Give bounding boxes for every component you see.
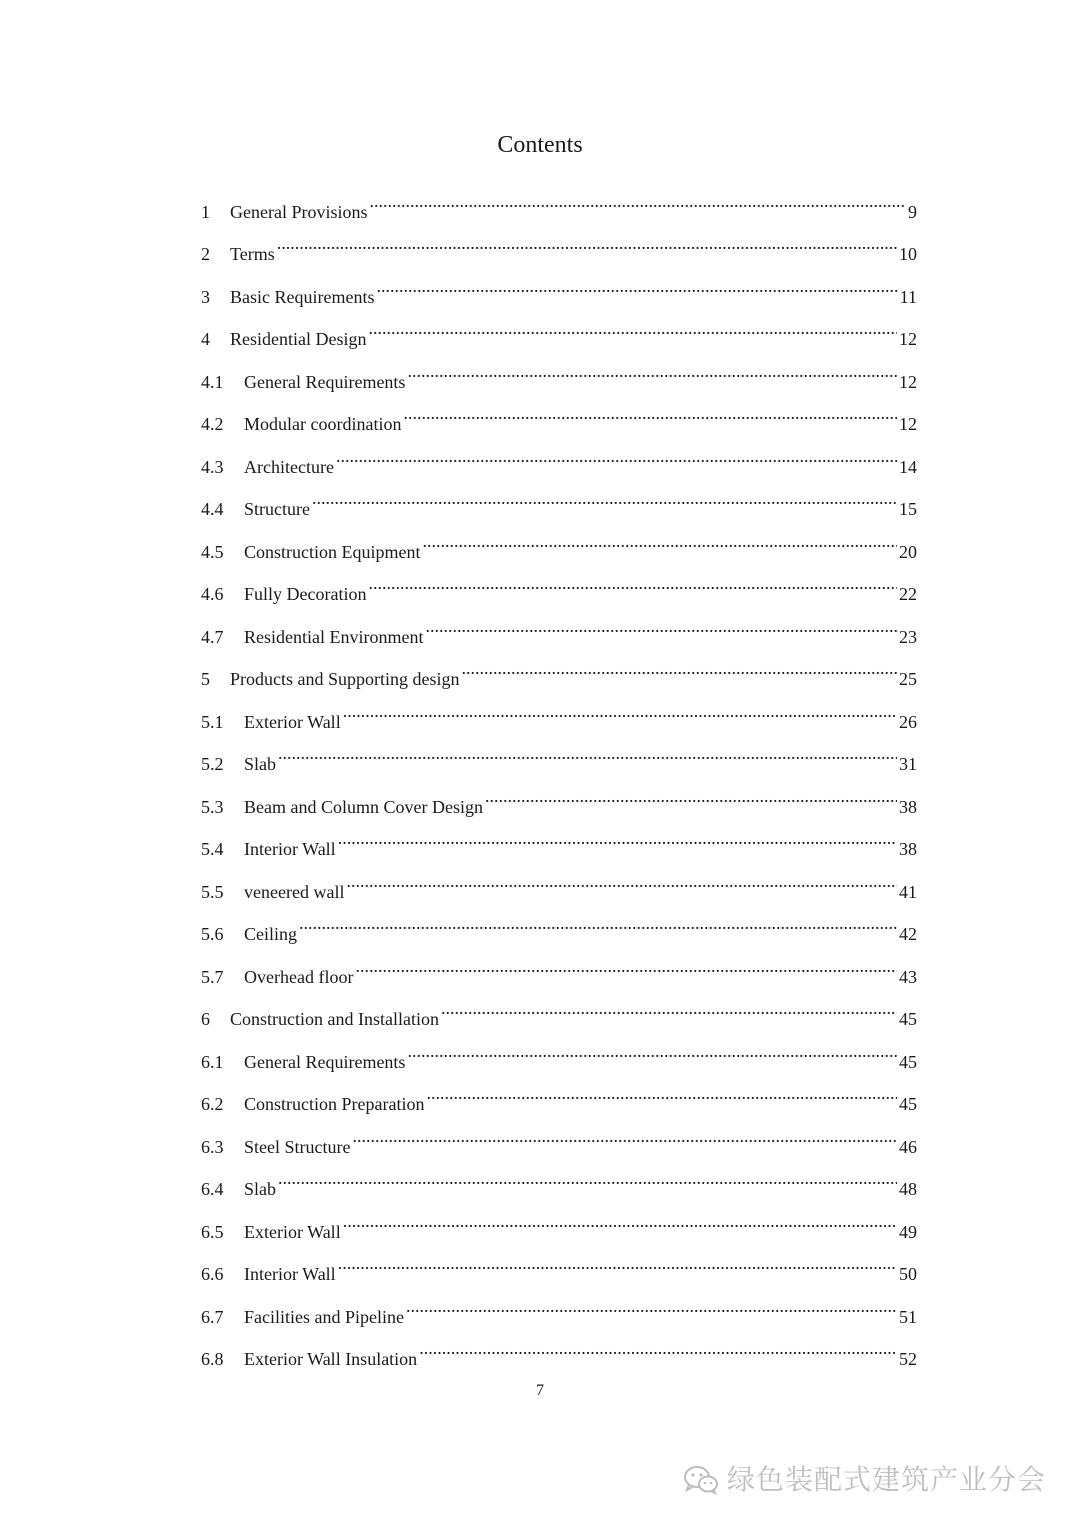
- toc-dot-leader: [338, 1238, 897, 1281]
- toc-dot-leader: [485, 770, 897, 813]
- toc-entry-title: Modular coordination: [244, 414, 402, 434]
- toc-entry-page: 38: [899, 796, 917, 817]
- toc-entry-title: Architecture: [244, 456, 334, 477]
- toc-entry-title: Overhead floor: [244, 966, 354, 987]
- toc-entry-title: veneered wall: [244, 881, 345, 902]
- toc-entry-title: Exterior Wall: [244, 711, 341, 732]
- toc-entry-page: 51: [899, 1306, 917, 1327]
- toc-entry[interactable]: [201, 218, 917, 264]
- toc-entry-page: 48: [899, 1179, 917, 1199]
- toc-dot-leader: [312, 473, 897, 516]
- toc-dot-leader: [462, 643, 898, 686]
- toc-entry-number: 6.1: [201, 1051, 224, 1072]
- toc-entry[interactable]: [201, 770, 917, 817]
- toc-entry-number: 6.8: [201, 1349, 224, 1369]
- toc-entry-number: 1: [201, 201, 210, 222]
- toc-entry-title: Fully Decoration: [244, 584, 367, 604]
- toc-dot-leader: [369, 175, 906, 218]
- toc-entry-title: Residential Design: [230, 329, 367, 349]
- toc-entry-number: 4.1: [201, 371, 224, 392]
- toc-entry-number: 6.4: [201, 1179, 224, 1199]
- toc-entry-title: General Provisions: [230, 201, 368, 222]
- toc-dot-leader: [441, 983, 897, 1026]
- toc-entry-page: 45: [899, 1009, 917, 1029]
- toc-entry[interactable]: [201, 175, 917, 222]
- toc-entry[interactable]: [201, 940, 917, 987]
- toc-dot-leader: [352, 1110, 897, 1153]
- toc-entry-title: General Requirements: [244, 371, 406, 392]
- toc-entry-page: 31: [899, 754, 917, 774]
- toc-entry-number: 5.7: [201, 966, 224, 987]
- toc-entry-page: 52: [899, 1349, 917, 1369]
- toc-entry-number: 4.5: [201, 541, 224, 562]
- toc-entry-title: Slab: [244, 1179, 277, 1199]
- toc-entry[interactable]: [201, 1195, 917, 1242]
- toc-entry-title: Construction and Installation: [230, 1009, 439, 1029]
- toc-entry-number: 6.5: [201, 1221, 224, 1242]
- toc-entry-number: 4.3: [201, 456, 224, 477]
- toc-entry-title: Ceiling: [244, 924, 297, 944]
- toc-entry-page: 12: [899, 371, 917, 392]
- toc-entry-number: 2: [201, 244, 210, 264]
- toc-entry[interactable]: [201, 1153, 917, 1199]
- toc-entry[interactable]: [201, 898, 917, 944]
- toc-entry[interactable]: [201, 728, 917, 774]
- toc-entry-title: Exterior Wall Insulation: [244, 1349, 418, 1369]
- toc-entry-number: 5.5: [201, 881, 224, 902]
- toc-entry-number: 6.7: [201, 1306, 224, 1327]
- toc-dot-leader: [346, 855, 897, 898]
- toc-entry-number: 6: [201, 1009, 210, 1029]
- toc-entry-number: 5.4: [201, 839, 224, 859]
- toc-entry-page: 49: [899, 1221, 917, 1242]
- toc-entry-page: 14: [899, 456, 917, 477]
- toc-entry-title: Construction Equipment: [244, 541, 421, 562]
- toc-entry-title: General Requirements: [244, 1051, 406, 1072]
- toc-entry-number: 3: [201, 286, 210, 307]
- toc-dot-leader: [277, 218, 897, 261]
- toc-entry-number: 5: [201, 669, 210, 689]
- toc-entry-number: 5.6: [201, 924, 224, 944]
- toc-dot-leader: [403, 388, 897, 431]
- toc-dot-leader: [368, 303, 897, 346]
- toc-entry-page: 25: [899, 669, 917, 689]
- toc-entry-title: Interior Wall: [244, 1264, 336, 1284]
- toc-entry-page: 45: [899, 1094, 917, 1114]
- toc-entry-number: 6.6: [201, 1264, 224, 1284]
- wechat-icon: [683, 1465, 719, 1495]
- page-title: Contents: [497, 132, 583, 158]
- toc-entry-title: Residential Environment: [244, 626, 424, 647]
- toc-dot-leader: [426, 1068, 897, 1111]
- toc-entry-number: 5.3: [201, 796, 224, 817]
- toc-dot-leader: [406, 1280, 897, 1323]
- toc-dot-leader: [338, 813, 897, 856]
- toc-dot-leader: [336, 430, 897, 473]
- toc-entry-number: 4.7: [201, 626, 224, 647]
- toc-entry-page: 11: [899, 286, 917, 307]
- toc-entry[interactable]: [201, 260, 917, 307]
- toc-entry-title: Construction Preparation: [244, 1094, 425, 1114]
- toc-dot-leader: [368, 558, 897, 601]
- toc-entry-number: 6.2: [201, 1094, 224, 1114]
- toc-dot-leader: [376, 260, 897, 303]
- toc-entry-page: 41: [899, 881, 917, 902]
- toc-dot-leader: [343, 1195, 897, 1238]
- toc-entry-number: 4.6: [201, 584, 224, 604]
- toc-entry-number: 5.1: [201, 711, 224, 732]
- toc-entry-page: 42: [899, 924, 917, 944]
- toc-entry-page: 45: [899, 1051, 917, 1072]
- toc-dot-leader: [278, 1153, 897, 1196]
- toc-entry-title: Beam and Column Cover Design: [244, 796, 483, 817]
- watermark: [683, 1460, 1046, 1500]
- toc-entry-number: 4.4: [201, 499, 224, 519]
- toc-entry-page: 50: [899, 1264, 917, 1284]
- toc-dot-leader: [355, 940, 897, 983]
- watermark-text: 绿色装配式建筑产业分会: [726, 1463, 1046, 1496]
- toc-entry-number: 5.2: [201, 754, 224, 774]
- toc-entry-page: 12: [899, 414, 917, 434]
- toc-entry-title: Steel Structure: [244, 1136, 351, 1157]
- table-of-contents: [201, 175, 917, 1369]
- toc-dot-leader: [422, 515, 897, 558]
- toc-entry-number: 4: [201, 329, 210, 349]
- toc-entry-title: Basic Requirements: [230, 286, 375, 307]
- page-number: 7: [536, 1382, 544, 1399]
- toc-entry-page: 20: [899, 541, 917, 562]
- toc-entry-title: Facilities and Pipeline: [244, 1306, 404, 1327]
- toc-entry-page: 46: [899, 1136, 917, 1157]
- toc-entry-title: Interior Wall: [244, 839, 336, 859]
- toc-entry-title: Slab: [244, 754, 277, 774]
- toc-entry-title: Structure: [244, 499, 310, 519]
- toc-dot-leader: [343, 685, 897, 728]
- toc-entry-page: 26: [899, 711, 917, 732]
- toc-dot-leader: [419, 1323, 897, 1366]
- toc-entry-page: 23: [899, 626, 917, 647]
- toc-entry-number: 6.3: [201, 1136, 224, 1157]
- toc-dot-leader: [425, 600, 897, 643]
- toc-dot-leader: [407, 345, 897, 388]
- toc-entry-title: Exterior Wall: [244, 1221, 341, 1242]
- toc-entry-title: Products and Supporting design: [230, 669, 460, 689]
- toc-entry-page: 9: [908, 201, 917, 222]
- toc-dot-leader: [278, 728, 897, 771]
- toc-entry-page: 22: [899, 584, 917, 604]
- toc-entry-page: 43: [899, 966, 917, 987]
- toc-dot-leader: [299, 898, 897, 941]
- toc-entry-page: 10: [899, 244, 917, 264]
- toc-dot-leader: [407, 1025, 897, 1068]
- toc-entry-page: 15: [899, 499, 917, 519]
- toc-entry-title: Terms: [230, 244, 275, 264]
- toc-entry-page: 12: [899, 329, 917, 349]
- toc-entry-page: 38: [899, 839, 917, 859]
- toc-entry-number: 4.2: [201, 414, 224, 434]
